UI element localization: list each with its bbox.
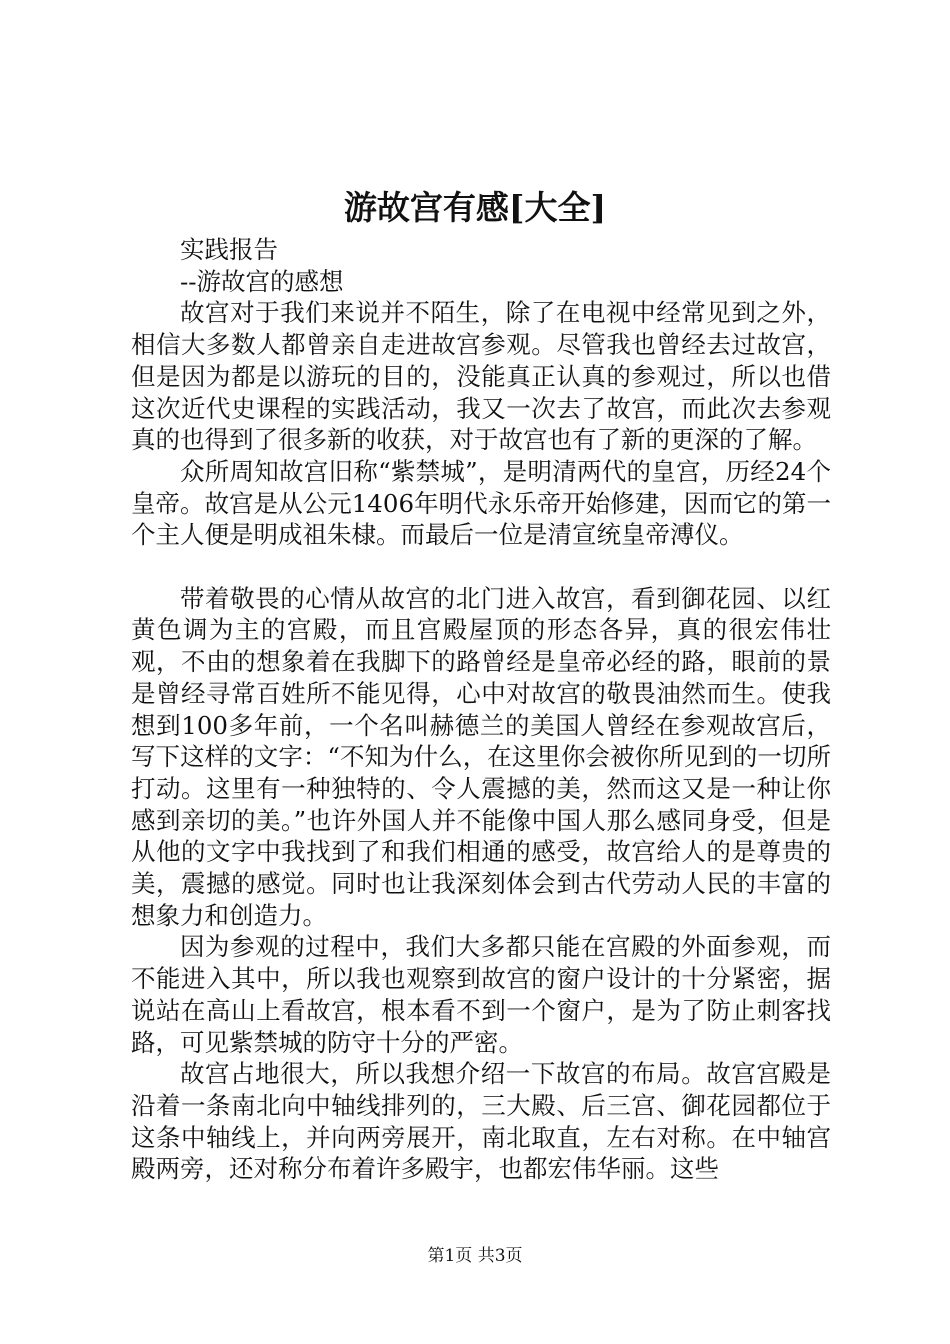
paragraph: 众所周知故宫旧称“紫禁城”，是明清两代的皇宫，历经24个皇帝。故宫是从公元1406年明代永乐帝开始修建，因而它的第一个主人便是明成祖朱棣。而最后一位是清宣统皇帝溥仪。 <box>131 456 831 550</box>
blank-line <box>131 551 831 583</box>
paragraph: 带着敬畏的心情从故宫的北门进入故宫，看到御花园、以红黄色调为主的宫殿，而且宫殿屋顶的形态各异，真的很宏伟壮观，不由的想象着在我脚下的路曾经是皇帝必经的路，眼前的景是曾经寻常百姓所不能见得，心中对故宫的敬畏油然而生。使我想到100多年前，一个名叫赫德兰的美国人曾经在参观故宫后，写下这样的文字：“不知为什么，在这里你会被你所见到的一切所打动。这里有一种独特的、令人震撼的美，然而这又是一种让你感到亲切的美。”也许外国人并不能像中国人那么感同身受，但是从他的文字中我找到了和我们相通的感受，故宫给人的是尊贵的美，震撼的感觉。同时也让我深刻体会到古代劳动人民的丰富的想象力和创造力。 <box>131 583 831 930</box>
document-body <box>131 234 831 1185</box>
paragraph: 故宫占地很大，所以我想介绍一下故宫的布局。故宫宫殿是沿着一条南北向中轴线排列的，三大殿、后三宫、御花园都位于这条中轴线上，并向两旁展开，南北取直，左右对称。在中轴宫殿两旁，还对称分布着许多殿宇，也都宏伟华丽。这些 <box>131 1059 831 1184</box>
paragraph: 故宫对于我们来说并不陌生，除了在电视中经常见到之外，相信大多数人都曾亲自走进故宫参观。尽管我也曾经去过故宫，但是因为都是以游玩的目的，没能真正认真的参观过，所以也借这次近代史课程的实践活动，我又一次去了故宫，而此次去参观真的也得到了很多新的收获，对于故宫也有了新的更深的了解。 <box>131 298 831 455</box>
page-number: 第1页 共3页 <box>427 1246 523 1266</box>
paragraph: 因为参观的过程中，我们大多都只能在宫殿的外面参观，而不能进入其中，所以我也观察到故宫的窗户设计的十分紧密，据说站在高山上看故宫，根本看不到一个窗户，是为了防止刺客找路，可见紫禁城的防守十分的严密。 <box>131 932 831 1057</box>
document-title: 游故宫有感[大全] <box>343 188 607 227</box>
intro-line: 实践报告 <box>180 235 278 264</box>
intro-line: --游故宫的感想 <box>180 266 344 296</box>
